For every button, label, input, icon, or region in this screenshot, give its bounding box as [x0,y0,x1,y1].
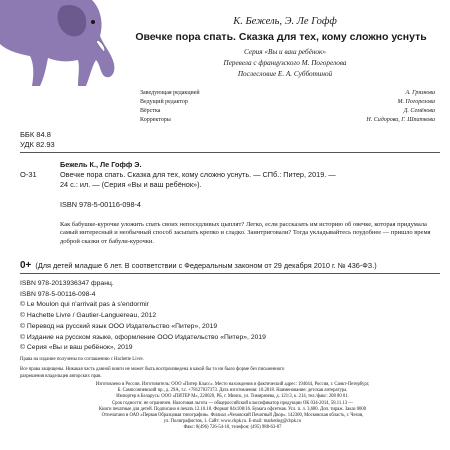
entry-heading: Бежель К., Ле Гофф Э. [60,160,142,169]
imprint-block [20,382,445,432]
book-series: Серия «Вы и ваш ребёнок» [244,48,326,56]
imprint-line: Б. Сампсониевский пр., д. 29А, т.с. +78127037373. Дата изготовления: 10.2018. Наименование: детская литература. [117,388,348,394]
bbk-code: ББК 84.8 [20,130,51,139]
rights-block [20,279,440,354]
elephant-eye [91,20,95,24]
catalog-code: О-31 [20,170,37,179]
staff-name: М. Погорелова [397,99,435,105]
imprint-line: Импортер в Беларусь: ООО «ПИТЕР М», 220020, РБ, г. Минск, ул. Тимирязева, д. 121/3, к. 214, тел./факс: 208 80 01. [116,394,349,400]
divider [20,273,440,274]
legal-line: Права на издание получены по соглашению с Hachette Livre. [20,357,144,362]
rights-line: © Hachette Livre / Gautier-Languereau, 2012 [20,312,157,320]
imprint-line: Срок годности: не ограничен. Налоговая льгота — общероссийский классификатор продукции ОК 034-2014, 58.11.13 — [112,400,353,406]
entry-description-line: Овечке пора спать. Сказка для тех, кому сложно уснуть. — СПб.: Питер, 2019. — [60,170,336,179]
rights-line: © Серия «Вы и ваш ребёнок», 2019 [20,344,133,352]
staff-name: А. Грязнова [405,90,435,96]
staff-role: Корректоры [140,117,171,123]
rights-line: © Издание на русском языке, оформление ООО Издательство «Питер», 2019 [20,333,266,341]
staff-row [140,108,435,116]
rights-line: © Le Moulon qui n'arrivait pas à s'endormir [20,301,149,309]
udk-code: УДК 82.93 [20,140,55,149]
age-rating-text: (Для детей младше 6 лет. В соответствии с Федеральным законом от 29 декабря 2010 г. № 436-ФЗ.) [35,261,377,270]
translator-credit: Перевела с французского М. Погорелова [223,59,347,67]
imprint-line: Изготовлено в России. Изготовитель: ООО «Питер Класс». Место нахождения и фактический адрес: 194044, Россия, г. Санкт-Петербург, [95,382,370,387]
rights-line: ISBN 978-5-00116-098-4 [20,290,96,298]
staff-row [140,117,435,125]
imprint-line: ул. Полиграфистов, 1. Сайт: www.chpk.ru. E-mail: marketing@chpk.ru [163,419,302,425]
afterword-credit: Послесловие Е. А. Субботиной [237,70,333,78]
rights-line: © Перевод на русский язык ООО Издательство «Питер», 2019 [20,322,218,330]
entry-isbn: ISBN 978-5-00116-098-4 [60,200,141,209]
staff-role: Заведующая редакцией [140,90,200,96]
divider [20,152,440,153]
staff-row [140,99,435,107]
legal-line: Все права защищены. Никакая часть данной книги не может быть воспроизведена в какой бы то ни было форме без письменного [20,367,285,373]
staff-role: Ведущий редактор [140,99,188,105]
book-title: Овечке пора спать. Сказка для тех, кому сложно уснуть [135,31,427,43]
imprint-line: Факс: 8(496) 726-54-10, телефон: (495) 988-63-87 [183,425,282,431]
staff-name: Н. Сидорова, Г. Шпаткова [366,117,435,123]
entry-abstract: Как бабушке-курочке уложить спать своих непоседливых цыплят? Легко, если рассказать им историю об овечке, которая придумала самый интересный и необычный способ засыпать крепко и сладко. Заинтриговали? Тогда укладывайтесь поудобнее — пришло время доброй сказки от бабули-курочки. [60,221,431,245]
age-mark: 0+ [20,260,32,271]
book-authors: К. Бежель, Э. Ле Гофф [233,16,337,27]
elephant-illustration [0,0,120,95]
rights-line: ISBN 978-2013936347 франц. [20,280,114,287]
legal-notice [20,357,445,380]
staff-role: Вёрстка [140,108,161,114]
imprint-line: Книги печатные для детей. Подписано в печать 12.10.18. Формат 84х108/16. Бумага офсетная. Усл. п. л. 3,680. Доп. тираж. Заказ 0000 [98,406,367,412]
imprint-line: Отпечатано в ОАО «Первая Образцовая типография». Филиал «Чеховский Печатный Двор». 142300, Московская область, г. Чехов, [101,413,364,419]
age-rating [20,260,445,271]
entry-description-line: 24 с.: ил. — (Серия «Вы и ваш ребёнок»). [60,180,202,189]
legal-line: разрешения владельцев авторских прав. [20,373,102,379]
staff-row [140,90,435,98]
staff-name: Д. Семёнова [403,108,435,114]
